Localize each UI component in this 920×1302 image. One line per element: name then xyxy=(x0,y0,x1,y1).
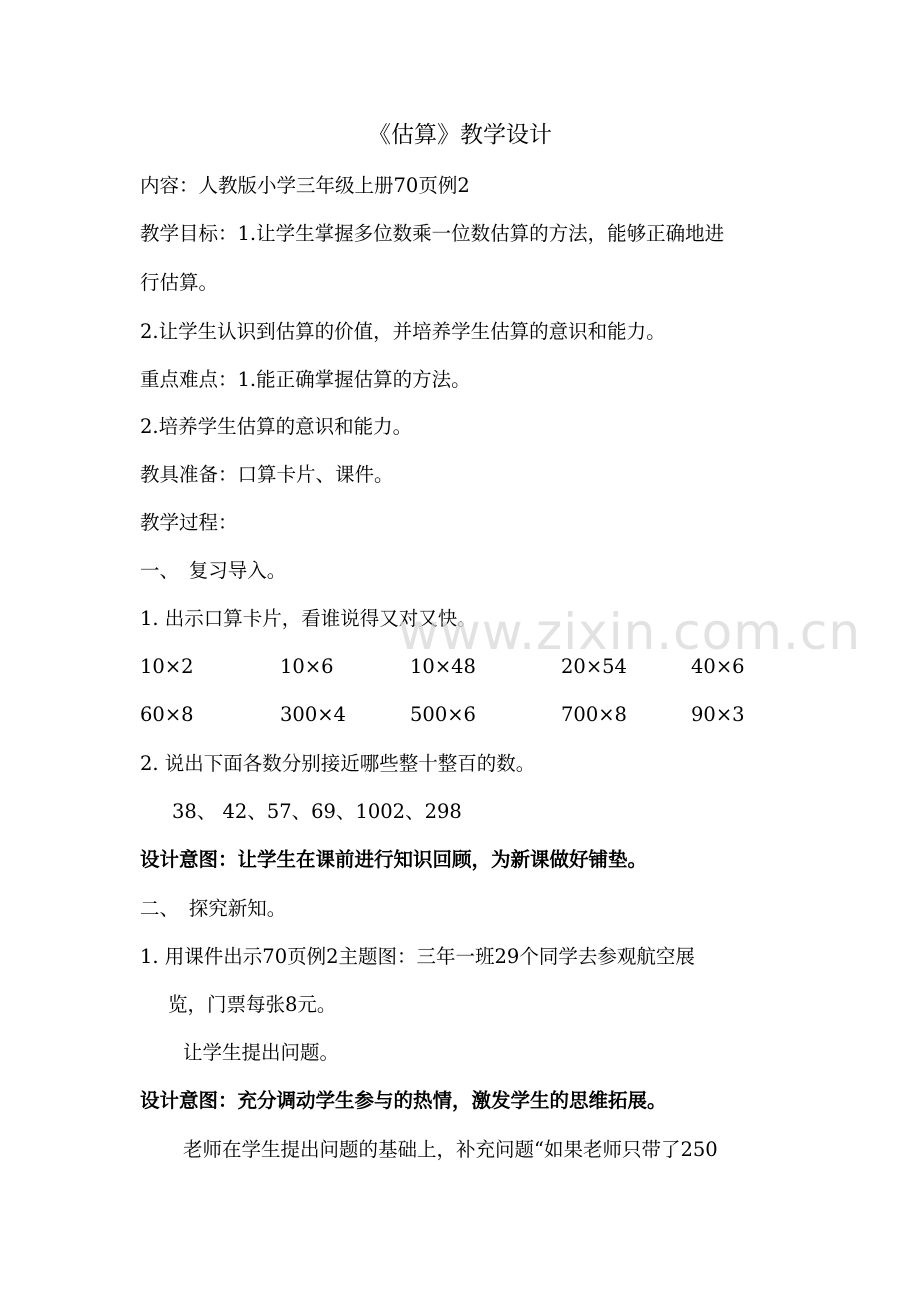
calc-row-2 xyxy=(0,699,920,731)
key-point-line-2: 2.培养学生估算的意识和能力。 xyxy=(140,415,413,438)
calc-item: 60×8 xyxy=(140,703,194,726)
step-3-line-3: 让学生提出问题。 xyxy=(183,1041,340,1064)
goal-line-2: 行估算。 xyxy=(140,271,219,294)
step-2-line: 2. 说出下面各数分别接近哪些整十整百的数。 xyxy=(140,752,536,775)
goal-line-3: 2.让学生认识到估算的价值，并培养学生估算的意识和能力。 xyxy=(140,320,666,343)
calc-item: 700×8 xyxy=(561,703,627,726)
calc-item: 90×3 xyxy=(691,703,745,726)
calc-item: 10×6 xyxy=(280,655,334,678)
numbers-line: 38、 42、57、69、1002、298 xyxy=(172,800,462,823)
calc-item: 10×2 xyxy=(140,655,194,678)
step-1-line: 1. 出示口算卡片，看谁说得又对又快。 xyxy=(140,607,477,630)
watermark-text: www.zixin.com.cn xyxy=(398,603,862,661)
calc-item: 500×6 xyxy=(410,703,476,726)
calc-item: 40×6 xyxy=(691,655,745,678)
step-3-line-2: 览，门票每张8元。 xyxy=(168,993,337,1016)
content-line: 内容：人教版小学三年级上册70页例2 xyxy=(140,174,470,197)
goal-line-1: 教学目标：1.让学生掌握多位数乘一位数估算的方法，能够正确地进 xyxy=(140,222,725,245)
design-intent-1: 设计意图：让学生在课前进行知识回顾，为新课做好铺垫。 xyxy=(140,848,648,871)
key-point-line-1: 重点难点：1.能正确掌握估算的方法。 xyxy=(140,368,471,391)
calc-item: 300×4 xyxy=(280,703,346,726)
section-2-title: 二、 探究新知。 xyxy=(140,897,287,920)
tools-line: 教具准备：口算卡片、课件。 xyxy=(140,463,394,486)
process-label: 教学过程： xyxy=(140,511,238,534)
design-intent-2: 设计意图：充分调动学生参与的热情，激发学生的思维拓展。 xyxy=(140,1089,667,1112)
step-3-line-1: 1. 用课件出示70页例2主题图：三年一班29个同学去参观航空展 xyxy=(140,945,695,968)
teacher-line: 老师在学生提出问题的基础上，补充问题“如果老师只带了250 xyxy=(183,1138,718,1161)
document-title: 《估算》教学设计 xyxy=(368,122,552,148)
section-1-title: 一、 复习导入。 xyxy=(140,559,287,582)
calc-item: 20×54 xyxy=(561,655,627,678)
calc-item: 10×48 xyxy=(410,655,476,678)
